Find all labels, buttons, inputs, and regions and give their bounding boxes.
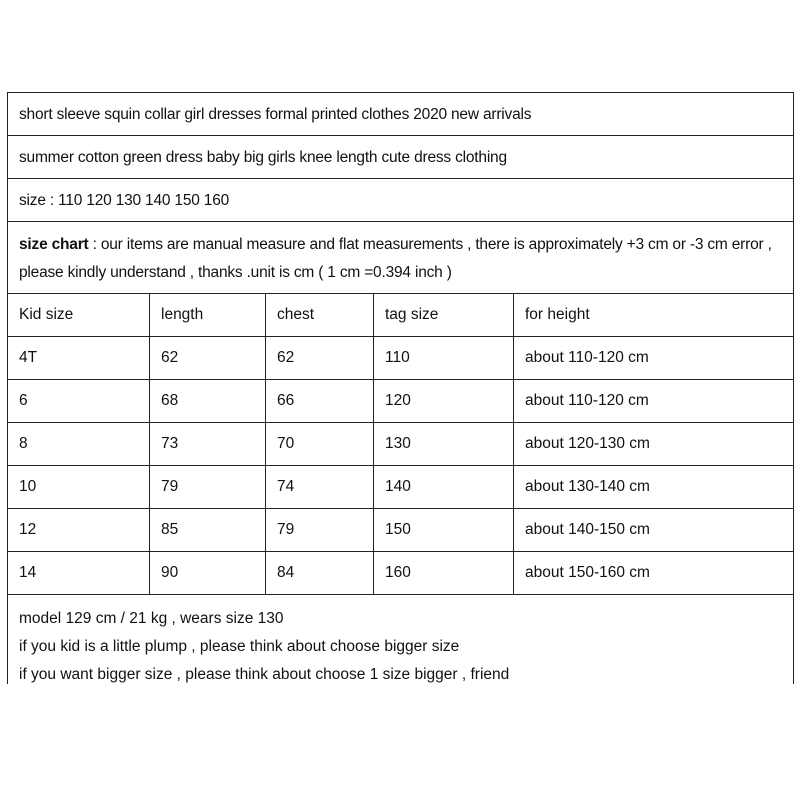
table-row [8,509,793,552]
size-chart-info-line-2: please kindly understand , thanks .unit is cm ( 1 cm =0.394 inch ) [19,264,452,281]
note-bigger-size-advice: if you want bigger size , please think about choose 1 size bigger , friend [19,666,510,683]
table-cell: about 130-140 cm [525,478,650,495]
table-cell: 79 [150,466,266,508]
table-cell: 110 [374,337,514,379]
header-cell-kid-size: Kid size [8,294,150,336]
table-row [8,380,793,423]
table-row [8,552,793,595]
table-cell: about 110-120 cm [525,349,649,366]
table-cell: 90 [150,552,266,594]
table-cell: 74 [266,466,374,508]
table-row [8,337,793,380]
title-row-2 [8,136,793,179]
table-cell: 14 [8,552,150,594]
table-cell: 62 [266,337,374,379]
table-cell: 10 [8,466,150,508]
table-cell: 8 [8,423,150,465]
size-chart-label: size chart [19,236,89,253]
table-cell: 130 [374,423,514,465]
table-cell: 4T [8,337,150,379]
table-row [8,423,793,466]
table-cell: about 150-160 cm [525,564,650,581]
header-cell-chest: chest [266,294,374,336]
table-cell: about 120-130 cm [525,435,650,452]
size-chart-info-row [8,222,793,294]
table-header-row [8,294,793,337]
header-cell-for-height: for height [525,306,590,323]
table-cell: 150 [374,509,514,551]
note-plump-advice: if you kid is a little plump , please think about choose bigger size [19,638,460,655]
product-title-line-2: summer cotton green dress baby big girls knee length cute dress clothing [19,149,507,166]
table-cell: 85 [150,509,266,551]
table-cell: 62 [150,337,266,379]
sizes-row [8,179,793,222]
table-cell: about 110-120 cm [525,392,649,409]
size-chart-info-text: : our items are manual measure and flat measurements , there is approximately +3 cm or -3 cm error , [88,236,772,253]
note-model-info: model 129 cm / 21 kg , wears size 130 [19,610,284,627]
table-cell: 140 [374,466,514,508]
table-cell: 160 [374,552,514,594]
table-cell: 66 [266,380,374,422]
table-cell: 73 [150,423,266,465]
size-chart-info-line-1 [19,236,772,254]
header-cell-length: length [150,294,266,336]
table-cell: 6 [8,380,150,422]
available-sizes: size : 110 120 130 140 150 160 [19,192,230,209]
table-cell: 12 [8,509,150,551]
product-title-line-1: short sleeve squin collar girl dresses formal printed clothes 2020 new arrivals [19,106,532,123]
table-row [8,466,793,509]
table-cell: 79 [266,509,374,551]
table-cell: 70 [266,423,374,465]
title-row-1 [8,93,793,136]
table-cell: about 140-150 cm [525,521,650,538]
table-cell: 120 [374,380,514,422]
header-cell-tag-size: tag size [374,294,514,336]
size-chart-document [7,92,794,684]
table-cell: 68 [150,380,266,422]
table-cell: 84 [266,552,374,594]
